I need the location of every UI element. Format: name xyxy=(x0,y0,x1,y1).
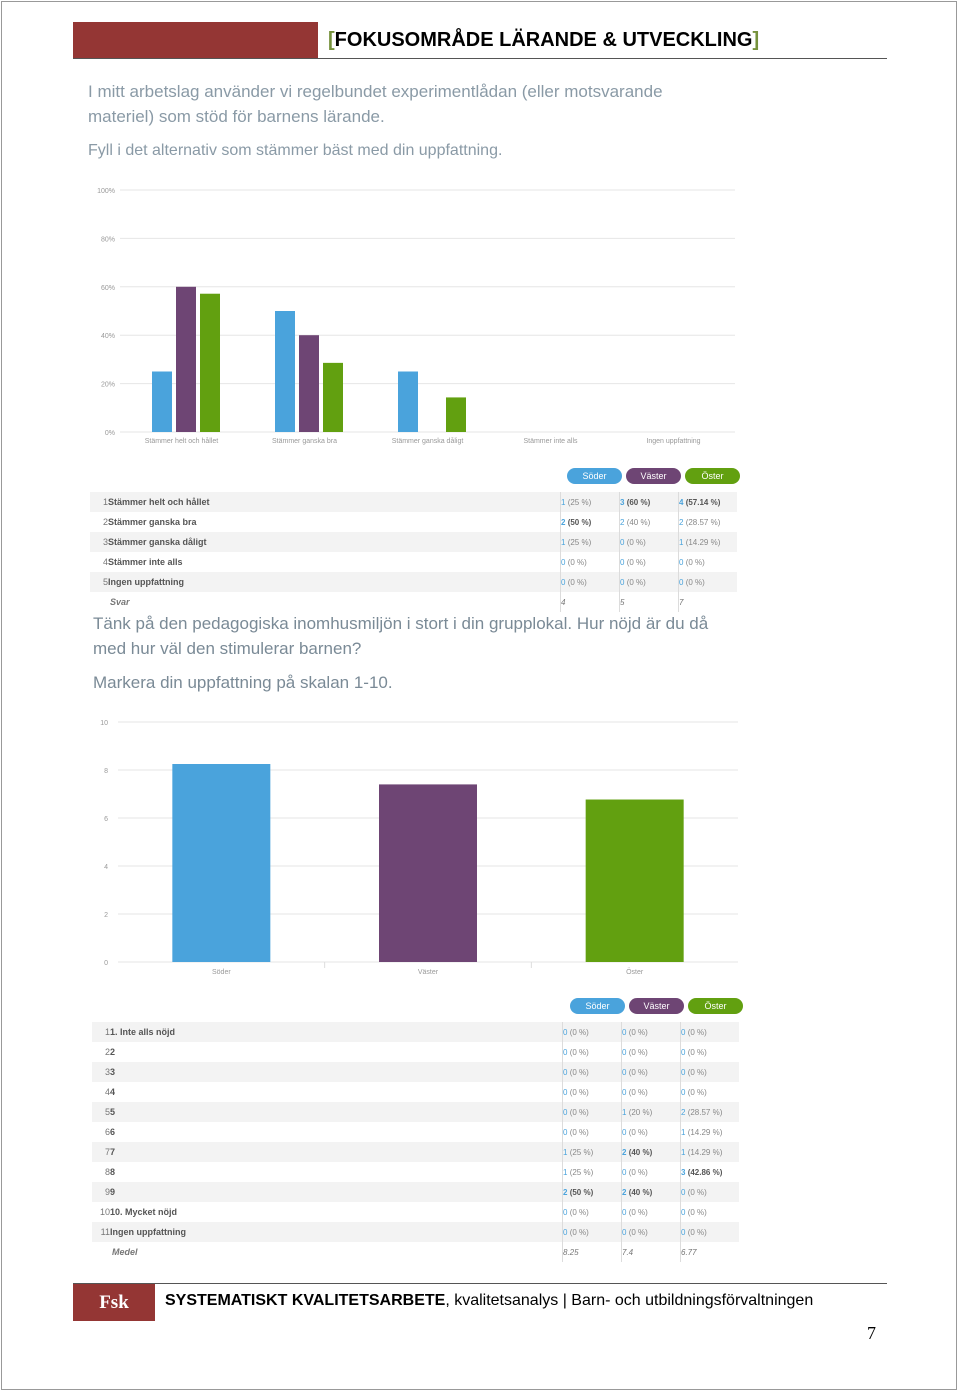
cell-soder: 1 (25 %) xyxy=(561,532,620,552)
cell-soder: 2 (50 %) xyxy=(561,512,620,532)
row-label: 3 xyxy=(110,1062,563,1082)
x-tick-label: Stämmer ganska bra xyxy=(272,438,337,445)
legend-soder: Söder xyxy=(570,998,625,1014)
row-label: 5 xyxy=(110,1102,563,1122)
header-rule xyxy=(73,58,887,59)
row-number: 4 xyxy=(104,1087,110,1097)
row-number: 6 xyxy=(104,1127,110,1137)
cell-vaster: 0 (0 %) xyxy=(622,1202,681,1222)
bar-soder xyxy=(172,764,270,962)
row-number: 4 xyxy=(102,557,108,567)
footer-logo: Fsk xyxy=(73,1284,155,1321)
cell-soder: 0 (0 %) xyxy=(563,1202,622,1222)
row-label: 6 xyxy=(110,1127,116,1137)
table-row xyxy=(92,1062,739,1082)
legend-soder: Söder xyxy=(567,468,622,484)
cell-soder: 1 (25 %) xyxy=(561,492,620,512)
x-tick-label: Stämmer ganska dåligt xyxy=(391,438,464,445)
cell-vaster: 0 (0 %) xyxy=(622,1082,681,1102)
total-oster: 6.77 xyxy=(681,1242,740,1262)
row-label: 10. Mycket nöjd xyxy=(110,1207,178,1217)
row-number: 8 xyxy=(104,1167,110,1177)
row-label: Ingen uppfattning xyxy=(108,572,561,592)
row-label: 7 xyxy=(110,1142,563,1162)
legend-2 xyxy=(570,998,743,1014)
legend-oster: Öster xyxy=(685,468,740,484)
cell-soder: 0 (0 %) xyxy=(563,1022,622,1042)
row-number: 1 xyxy=(92,1022,110,1042)
results-table-2 xyxy=(92,1022,739,1262)
table-row xyxy=(90,552,737,572)
legend-vaster: Väster xyxy=(626,468,681,484)
cell-oster: 0 (0 %) xyxy=(681,1062,740,1082)
cell-vaster: 0 (0 %) xyxy=(622,1042,681,1062)
bar-oster xyxy=(586,800,684,962)
total-vaster: 7.4 xyxy=(622,1242,681,1262)
cell-soder: 0 (0 %) xyxy=(563,1042,622,1062)
table-row xyxy=(90,492,737,512)
cell-soder: 0 (0 %) xyxy=(561,552,620,572)
legend-oster: Öster xyxy=(688,998,743,1014)
x-tick-label: Väster xyxy=(417,969,439,976)
total-label: Svar xyxy=(108,592,561,612)
total-oster: 7 xyxy=(679,592,738,612)
row-number: 2 xyxy=(104,1047,110,1057)
table-row xyxy=(92,1102,739,1122)
row-label: 9 xyxy=(110,1182,563,1202)
row-label: Stämmer inte alls xyxy=(108,557,183,567)
table-row xyxy=(92,1082,739,1102)
cell-soder: 0 (0 %) xyxy=(563,1062,622,1082)
y-tick-label: 20% xyxy=(100,381,115,389)
page-number: 7 xyxy=(867,1323,876,1343)
cell-vaster: 0 (0 %) xyxy=(622,1222,681,1242)
legend-1 xyxy=(567,468,740,484)
cell-vaster: 0 (0 %) xyxy=(622,1022,681,1042)
table-row xyxy=(92,1122,739,1142)
table-row xyxy=(92,1142,739,1162)
cell-soder: 0 (0 %) xyxy=(563,1222,622,1242)
y-tick-label: 80% xyxy=(100,236,115,244)
y-tick-label: 0% xyxy=(104,430,115,437)
cell-soder: 0 (0 %) xyxy=(563,1102,622,1122)
cell-oster: 0 (0 %) xyxy=(681,1182,740,1202)
cell-oster: 0 (0 %) xyxy=(679,572,738,592)
question-1: I mitt arbetslag använder vi regelbundet experimentlådan (eller motsvarande materiel) som stöd för barnens lärande. xyxy=(88,82,663,126)
row-label: Ingen uppfattning xyxy=(110,1222,563,1242)
cell-oster: 4 (57.14 %) xyxy=(679,492,738,512)
question-2: Tänk på den pedagogiska inomhusmiljön i stort i din grupplokal. Hur nöjd är du då med hur väl den stimulerar barnen? xyxy=(93,614,709,658)
row-number: 5 xyxy=(92,1102,110,1122)
bar-vaster xyxy=(379,784,477,962)
y-tick-label: 10 xyxy=(100,720,108,727)
cell-oster: 0 (0 %) xyxy=(681,1022,740,1042)
table-row xyxy=(92,1222,739,1242)
cell-vaster: 0 (0 %) xyxy=(620,532,679,552)
row-label: 2 xyxy=(110,1047,116,1057)
x-tick-label: Söder xyxy=(211,969,231,976)
bar-vaster xyxy=(176,287,196,432)
cell-oster: 1 (14.29 %) xyxy=(679,532,738,552)
y-tick-label: 2 xyxy=(104,912,108,919)
row-label: 8 xyxy=(110,1167,116,1177)
cell-oster: 0 (0 %) xyxy=(681,1202,740,1222)
cell-vaster: 0 (0 %) xyxy=(620,572,679,592)
cell-soder: 0 (0 %) xyxy=(561,572,620,592)
bar-oster xyxy=(446,397,466,432)
cell-oster: 0 (0 %) xyxy=(681,1222,740,1242)
total-label: Medel xyxy=(110,1242,563,1262)
y-tick-label: 40% xyxy=(100,333,115,341)
cell-vaster: 0 (0 %) xyxy=(622,1062,681,1082)
cell-soder: 2 (50 %) xyxy=(563,1182,622,1202)
row-number: 11 xyxy=(92,1222,110,1242)
cell-oster: 3 (42.86 %) xyxy=(681,1162,740,1182)
chart-1 xyxy=(85,180,745,455)
row-number: 7 xyxy=(92,1142,110,1162)
total-soder: 4 xyxy=(561,592,620,612)
row-label: 4 xyxy=(110,1087,116,1097)
bar-soder xyxy=(398,372,418,433)
cell-vaster: 0 (0 %) xyxy=(620,552,679,572)
cell-oster: 1 (14.29 %) xyxy=(681,1122,740,1142)
x-tick-label: Ingen uppfattning xyxy=(646,438,701,445)
x-tick-label: Stämmer inte alls xyxy=(523,438,578,445)
row-label: Stämmer ganska dåligt xyxy=(108,532,561,552)
x-tick-label: Öster xyxy=(626,969,644,976)
table-total-row xyxy=(90,592,737,612)
y-tick-label: 100% xyxy=(97,188,115,195)
cell-soder: 0 (0 %) xyxy=(563,1122,622,1142)
cell-vaster: 1 (20 %) xyxy=(622,1102,681,1122)
cell-vaster: 0 (0 %) xyxy=(622,1162,681,1182)
y-tick-label: 6 xyxy=(104,816,108,823)
cell-soder: 0 (0 %) xyxy=(563,1082,622,1102)
y-tick-label: 4 xyxy=(104,864,108,871)
header-color-bar xyxy=(73,22,318,58)
row-label: Stämmer helt och hållet xyxy=(108,492,561,512)
total-soder: 8.25 xyxy=(563,1242,622,1262)
table-row xyxy=(92,1162,739,1182)
table-row xyxy=(90,532,737,552)
results-table-1 xyxy=(90,492,737,612)
table-row xyxy=(92,1042,739,1062)
cell-oster: 1 (14.29 %) xyxy=(681,1142,740,1162)
row-number: 9 xyxy=(92,1182,110,1202)
cell-vaster: 0 (0 %) xyxy=(622,1122,681,1142)
row-number: 3 xyxy=(92,1062,110,1082)
table-row xyxy=(92,1022,739,1042)
bar-oster xyxy=(323,363,343,432)
bar-soder xyxy=(152,372,172,433)
cell-vaster: 2 (40 %) xyxy=(622,1182,681,1202)
y-tick-label: 0 xyxy=(104,960,108,967)
cell-oster: 2 (28.57 %) xyxy=(681,1102,740,1122)
row-label: 1. Inte alls nöjd xyxy=(110,1022,563,1042)
row-number: 1 xyxy=(90,492,108,512)
table-row xyxy=(90,572,737,592)
cell-vaster: 3 (60 %) xyxy=(620,492,679,512)
table-row xyxy=(92,1182,739,1202)
cell-soder: 1 (25 %) xyxy=(563,1142,622,1162)
cell-soder: 1 (25 %) xyxy=(563,1162,622,1182)
row-number: 5 xyxy=(90,572,108,592)
table-total-row xyxy=(92,1242,739,1262)
chart-2 xyxy=(90,712,745,982)
bar-soder xyxy=(275,311,295,432)
question-2-instruction: Markera din uppfattning på skalan 1-10. xyxy=(93,673,393,692)
cell-vaster: 2 (40 %) xyxy=(620,512,679,532)
cell-oster: 0 (0 %) xyxy=(681,1042,740,1062)
bar-vaster xyxy=(299,335,319,432)
y-tick-label: 8 xyxy=(104,768,108,775)
cell-oster: 0 (0 %) xyxy=(679,552,738,572)
header-title: [FOKUSOMRÅDE LÄRANDE & UTVECKLING] xyxy=(328,29,760,51)
legend-vaster: Väster xyxy=(629,998,684,1014)
total-vaster: 5 xyxy=(620,592,679,612)
bar-oster xyxy=(200,294,220,432)
row-number: 3 xyxy=(90,532,108,552)
cell-oster: 2 (28.57 %) xyxy=(679,512,738,532)
row-label: Stämmer ganska bra xyxy=(108,517,197,527)
row-number: 2 xyxy=(102,517,108,527)
cell-oster: 0 (0 %) xyxy=(681,1082,740,1102)
footer-title: SYSTEMATISKT KVALITETSARBETE, kvalitetsanalys | Barn- och utbildningsförvaltningen xyxy=(165,1292,814,1309)
x-tick-label: Stämmer helt och hållet xyxy=(144,438,219,445)
cell-vaster: 2 (40 %) xyxy=(622,1142,681,1162)
table-row xyxy=(90,512,737,532)
table-row xyxy=(92,1202,739,1222)
footer-rule xyxy=(73,1283,887,1284)
row-number: 10 xyxy=(99,1207,110,1217)
question-1-instruction: Fyll i det alternativ som stämmer bäst med din uppfattning. xyxy=(88,142,503,159)
y-tick-label: 60% xyxy=(100,284,115,292)
